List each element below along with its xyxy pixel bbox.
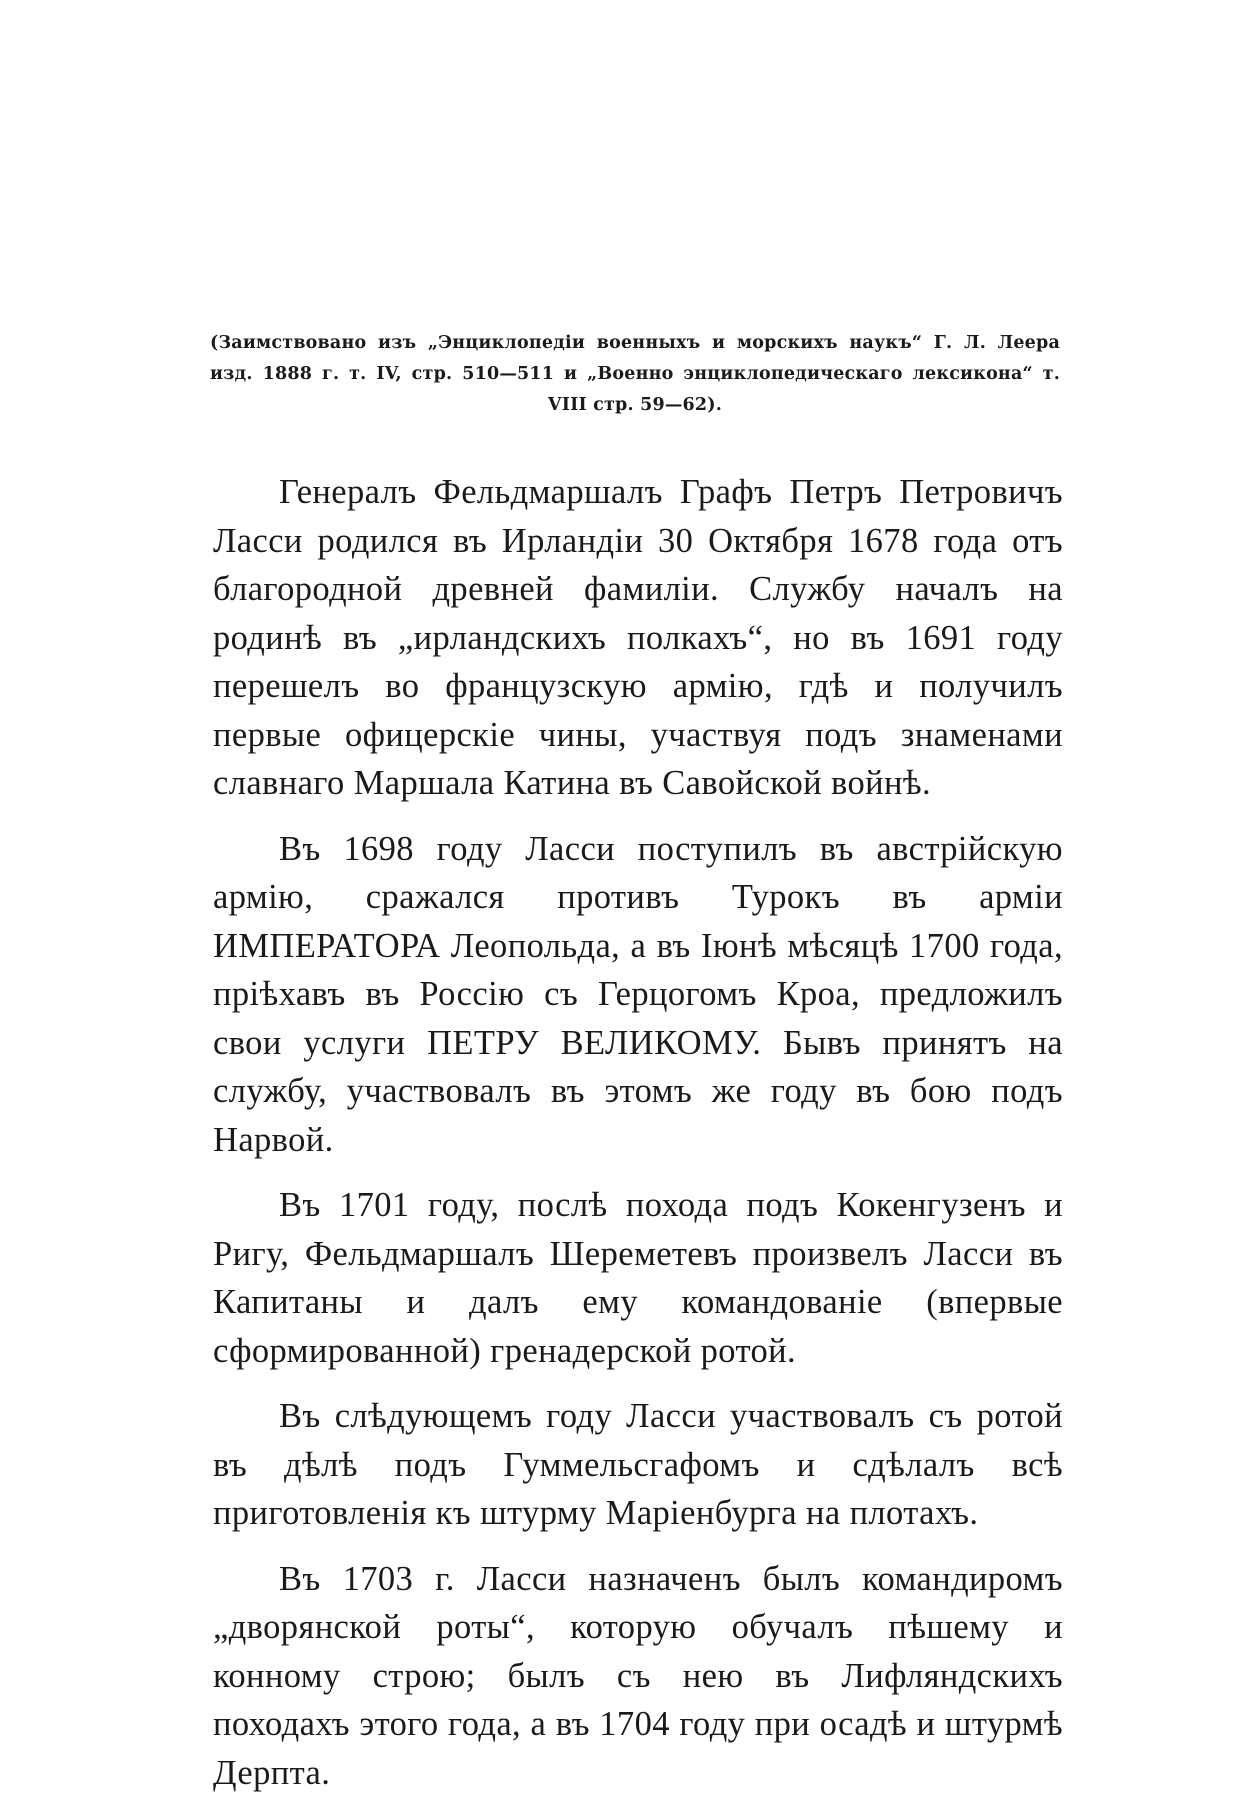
paragraph: Генералъ Фельдмаршалъ Графъ Петръ Петровичъ Ласси родился въ Ирландіи 30 Октября 1678 года отъ благородной древней фамиліи. Службу началъ на родинѣ въ „ирландскихъ полкахъ“, но въ 1691 году перешелъ во французскую армію, гдѣ и получилъ первые офицерскіе чины, участвуя подъ знаменами славнаго Маршала Катина въ Савойской войнѣ.	[213, 468, 1063, 808]
paragraph: Въ 1701 году, послѣ похода подъ Кокенгузенъ и Ригу, Фельдмаршалъ Шереметевъ произвелъ Ласси въ Капитаны и далъ ему командованіе (впервые сформированной) гренадерской ротой.	[213, 1181, 1063, 1375]
body-text	[213, 468, 1063, 1797]
paragraph: Въ 1703 г. Ласси назначенъ былъ командиромъ „дворянской роты“, которую обучалъ пѣшему и конному строю; былъ съ нею въ Лифляндскихъ походахъ этого года, а въ 1704 году при осадѣ и штурмѣ Дерпта.	[213, 1555, 1063, 1797]
paragraph: Въ слѣдующемъ году Ласси участвовалъ съ ротой въ дѣлѣ подъ Гуммельсгафомъ и сдѣлалъ всѣ приготовленія къ штурму Маріенбурга на плотахъ.	[213, 1392, 1063, 1538]
source-citation: (Заимствовано изъ „Энциклопедіи военныхъ и морскихъ наукъ“ Г. Л. Леера изд. 1888 г. т. IV, стр. 510—511 и „Военно энциклопедическаго лексикона“ т. VIII стр. 59—62).	[210, 328, 1060, 421]
paragraph: Въ 1698 году Ласси поступилъ въ австрійскую армію, сражался противъ Турокъ въ арміи ИМПЕРАТОРА Леопольда, а въ Іюнѣ мѣсяцѣ 1700 года, пріѣхавъ въ Россію съ Герцогомъ Кроа, предложилъ свои услуги ПЕТРУ ВЕЛИКОМУ. Бывъ принятъ на службу, участвовалъ въ этомъ же году въ бою подъ Нарвой.	[213, 825, 1063, 1165]
